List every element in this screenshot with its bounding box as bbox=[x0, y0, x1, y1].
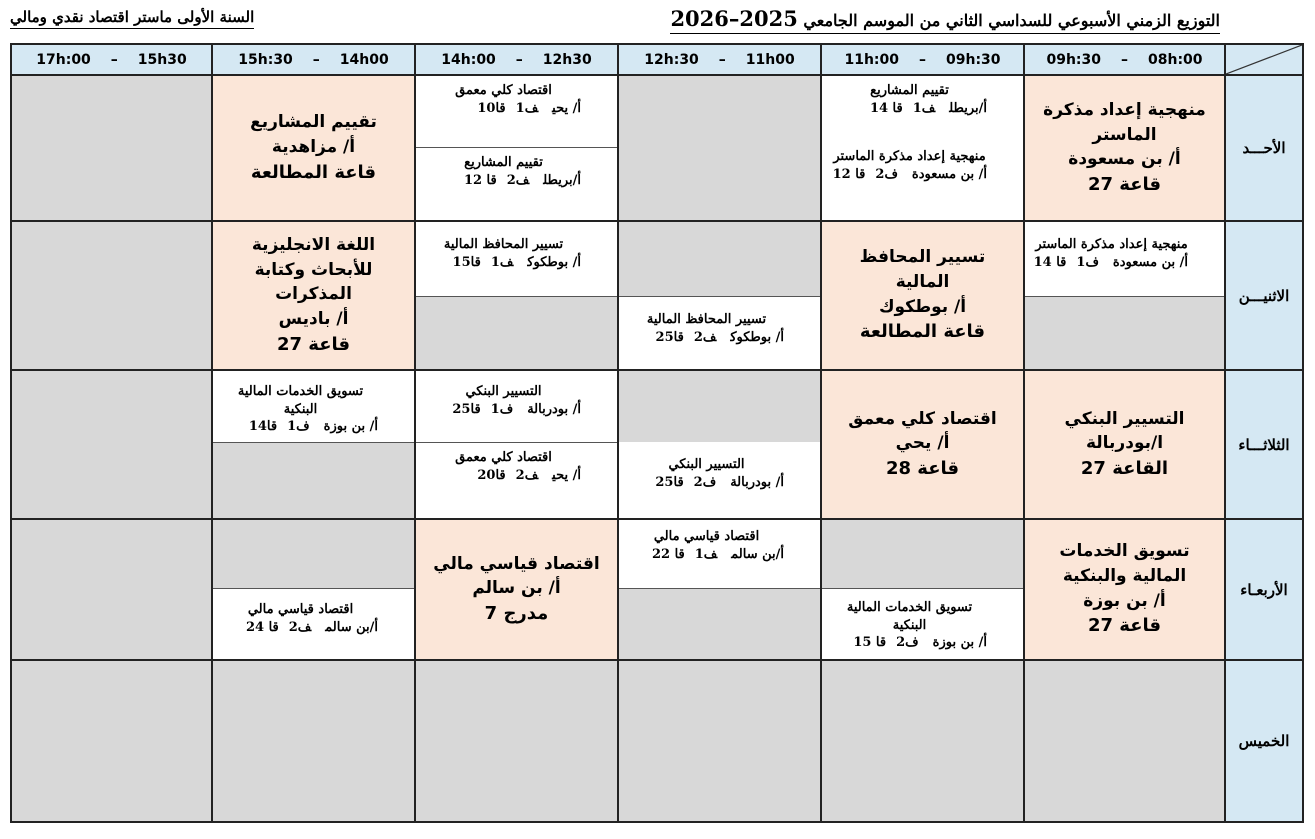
course-prof: أ/بن سالم bbox=[325, 619, 378, 635]
session-tue-4b bbox=[416, 442, 617, 518]
time-header-3: 12h:30 – 11h00 bbox=[619, 43, 822, 76]
course-room: قا 24 bbox=[245, 619, 279, 635]
course-prof: أ/ بودربالة bbox=[730, 474, 784, 490]
course-title: تقييم المشاريع bbox=[250, 112, 377, 133]
slot-sun-4 bbox=[416, 76, 619, 222]
session-tue-1 bbox=[1025, 371, 1226, 520]
course-title: تقييم المشاريع bbox=[464, 155, 543, 170]
day-monday: الاثنيـــن bbox=[1226, 222, 1304, 371]
course-room: قاعة 27 bbox=[1087, 173, 1162, 195]
slot-sun-6 bbox=[10, 76, 213, 222]
course-room: قا25 bbox=[452, 401, 481, 417]
slot-tue-3a bbox=[619, 371, 820, 442]
course-room: مدرج 7 bbox=[484, 603, 549, 625]
session-wed-4 bbox=[416, 520, 619, 661]
course-title: تسيير المحافظ المالية bbox=[443, 237, 564, 252]
course-room: قاعة 27 bbox=[276, 333, 351, 355]
course-group: ف1 bbox=[515, 100, 539, 116]
slot-wed-6 bbox=[10, 520, 213, 661]
course-prof: أ/بريطل bbox=[543, 172, 581, 188]
course-group: ف2 bbox=[288, 619, 312, 635]
course-title: التسيير البنكي bbox=[465, 384, 542, 399]
time-start: 11h00 bbox=[745, 51, 795, 68]
time-end: 14h:00 bbox=[441, 51, 496, 68]
course-title: تسيير المحافظ المالية bbox=[646, 312, 767, 327]
course-title: منهجية إعداد مذكرة الماستر bbox=[1043, 99, 1206, 145]
time-header-6: 17h:00 – 15h30 bbox=[10, 43, 213, 76]
time-end: 15h:30 bbox=[238, 51, 293, 68]
course-room: قا 12 bbox=[832, 166, 866, 182]
time-end: 09h:30 bbox=[1046, 51, 1101, 68]
course-room: قاعة المطالعة bbox=[250, 161, 377, 183]
course-group: ف1 bbox=[490, 401, 514, 417]
slot-thu-6 bbox=[10, 661, 213, 823]
session-tue-5a bbox=[213, 371, 414, 442]
slot-mon-4b bbox=[416, 296, 617, 369]
course-prof: أ/ بن بوزة bbox=[323, 419, 378, 435]
schedule-table bbox=[10, 43, 1304, 823]
course-group: ف2 bbox=[875, 166, 898, 182]
course-prof: أ/ يحي bbox=[552, 100, 581, 116]
course-prof: ا/بودربالة bbox=[1085, 433, 1164, 454]
session-mon-3b bbox=[619, 296, 820, 369]
session-sun-2a bbox=[822, 76, 1023, 142]
course-title: تسيير المحافظ المالية bbox=[859, 247, 986, 293]
time-start: 12h30 bbox=[542, 51, 592, 68]
slot-mon-4 bbox=[416, 222, 619, 371]
session-mon-4a bbox=[416, 222, 617, 296]
slot-thu-2 bbox=[822, 661, 1025, 823]
course-prof: أ/ باديس bbox=[278, 309, 349, 330]
course-title: تسويق الخدمات المالية والبنكية bbox=[1059, 541, 1190, 587]
course-room: قا10 bbox=[477, 100, 506, 116]
corner-cell bbox=[1226, 43, 1304, 76]
time-header-5: 15h:30 – 14h00 bbox=[213, 43, 416, 76]
session-tue-4a bbox=[416, 371, 617, 442]
course-room: القاعة 27 bbox=[1080, 458, 1169, 480]
course-title: اقتصاد كلي معمق bbox=[848, 408, 997, 429]
document-title bbox=[670, 6, 1220, 34]
session-wed-3a bbox=[619, 520, 820, 588]
course-room: قاعة المطالعة bbox=[859, 321, 986, 343]
day-thursday: الخميس bbox=[1226, 661, 1304, 823]
title-text: التوزيع الزمني الأسبوعي للسداسي الثاني من الموسم الجامعي bbox=[803, 11, 1220, 30]
time-start: 15h30 bbox=[137, 51, 187, 68]
course-room: قا20 bbox=[477, 467, 506, 483]
slot-wed-5a bbox=[213, 520, 414, 588]
course-title: التسيير البنكي bbox=[668, 457, 745, 472]
course-title: اقتصاد قياسي مالي bbox=[433, 553, 600, 574]
slot-wed-3b bbox=[619, 588, 820, 659]
time-header-1: 09h:30 – 08h:00 bbox=[1025, 43, 1226, 76]
course-title: اللغة الانجليزية للأبحاث وكتابة المذكرات bbox=[251, 235, 376, 305]
course-group: ف1 bbox=[912, 100, 936, 116]
slot-wed-5 bbox=[213, 520, 416, 661]
title-year: 2025–2026 bbox=[670, 6, 798, 31]
time-start: 14h00 bbox=[339, 51, 389, 68]
course-prof: أ/ بودربالة bbox=[527, 401, 581, 417]
day-tuesday: الثلاثـــاء bbox=[1226, 371, 1304, 520]
slot-mon-1b bbox=[1025, 296, 1224, 369]
course-prof: أ/ يحي bbox=[895, 433, 950, 454]
slot-sun-2 bbox=[822, 76, 1025, 222]
session-sun-1 bbox=[1025, 76, 1226, 222]
course-room: قا14 bbox=[248, 419, 278, 435]
session-mon-1a bbox=[1025, 222, 1224, 296]
course-prof: أ/ بن بوزة bbox=[1083, 590, 1166, 611]
session-tue-3b bbox=[619, 442, 820, 518]
course-prof: أ/بن سالم bbox=[731, 546, 784, 562]
course-group: ف2 bbox=[515, 467, 539, 483]
session-sun-4a bbox=[416, 76, 617, 147]
course-prof: أ/بريطل bbox=[949, 100, 987, 116]
course-prof: أ/ بوطكوك bbox=[730, 329, 784, 345]
course-room: قاعة 27 bbox=[1087, 615, 1162, 637]
time-header-2: 11h:00 – 09h:30 bbox=[822, 43, 1025, 76]
course-room: قاعة 28 bbox=[885, 458, 960, 480]
course-room: قا 12 bbox=[463, 172, 497, 188]
course-prof: أ/ بن سالم bbox=[472, 578, 561, 599]
course-title: منهجية إعداد مذكرة الماستر bbox=[1035, 237, 1188, 252]
session-sun-4b bbox=[416, 147, 617, 220]
slot-mon-1 bbox=[1025, 222, 1226, 371]
slot-mon-3a bbox=[619, 222, 820, 296]
course-group: ف1 bbox=[490, 254, 514, 270]
time-end: 17h:00 bbox=[36, 51, 91, 68]
slot-wed-2 bbox=[822, 520, 1025, 661]
course-title: تقييم المشاريع bbox=[870, 83, 949, 98]
slot-sun-3 bbox=[619, 76, 822, 222]
course-group: ف2 bbox=[693, 474, 717, 490]
session-sun-2b bbox=[822, 142, 1023, 220]
course-group: ف2 bbox=[896, 635, 919, 651]
session-mon-5 bbox=[213, 222, 416, 371]
course-prof: أ/ بن بوزة bbox=[932, 635, 987, 651]
course-group: ف2 bbox=[693, 329, 717, 345]
slot-mon-6 bbox=[10, 222, 213, 371]
course-room: قا 22 bbox=[651, 546, 685, 562]
time-end: 11h:00 bbox=[844, 51, 899, 68]
course-group: ف1 bbox=[694, 546, 718, 562]
course-title: اقتصاد قياسي مالي bbox=[247, 602, 354, 617]
course-group: ف1 bbox=[1076, 254, 1099, 270]
session-sun-5 bbox=[213, 76, 416, 222]
slot-wed-3 bbox=[619, 520, 822, 661]
slot-tue-4 bbox=[416, 371, 619, 520]
course-prof: أ/ يحي bbox=[552, 467, 581, 483]
slot-thu-4 bbox=[416, 661, 619, 823]
time-end: 12h:30 bbox=[644, 51, 699, 68]
course-prof: أ/ بوطكوك bbox=[878, 296, 967, 317]
course-room: قا 15 bbox=[853, 635, 887, 651]
course-room: قا25 bbox=[655, 474, 684, 490]
slot-tue-3 bbox=[619, 371, 822, 520]
course-prof: أ/ بن مسعودة bbox=[911, 166, 987, 182]
course-room: قا 14 bbox=[1033, 254, 1067, 270]
slot-tue-5 bbox=[213, 371, 416, 520]
course-group: ف2 bbox=[506, 172, 530, 188]
session-wed-2b bbox=[822, 588, 1023, 659]
course-prof: أ/ مزاهدية bbox=[271, 136, 356, 157]
session-wed-1 bbox=[1025, 520, 1226, 661]
slot-thu-1 bbox=[1025, 661, 1226, 823]
course-room: قا15 bbox=[452, 254, 481, 270]
course-title: اقتصاد كلي معمق bbox=[455, 450, 552, 465]
time-header-4: 14h:00 – 12h30 bbox=[416, 43, 619, 76]
session-wed-5b bbox=[213, 588, 414, 659]
course-room: قا25 bbox=[655, 329, 684, 345]
slot-thu-3 bbox=[619, 661, 822, 823]
day-sunday: الأحـــد bbox=[1226, 76, 1304, 222]
slot-wed-2a bbox=[822, 520, 1023, 588]
course-title: منهجية إعداد مذكرة الماستر bbox=[833, 149, 986, 164]
slot-tue-5b bbox=[213, 442, 414, 518]
course-title: اقتصاد قياسي مالي bbox=[653, 529, 760, 544]
course-group: ف1 bbox=[287, 419, 310, 435]
course-prof: أ/ بوطكوك bbox=[527, 254, 581, 270]
document-subtitle: السنة الأولى ماستر اقتصاد نقدي ومالي bbox=[10, 8, 254, 29]
time-start: 08h:00 bbox=[1148, 51, 1203, 68]
session-tue-2 bbox=[822, 371, 1025, 520]
time-start: 09h:30 bbox=[946, 51, 1001, 68]
course-prof: أ/ بن مسعودة bbox=[1068, 149, 1181, 170]
course-prof: أ/ بن مسعودة bbox=[1112, 254, 1188, 270]
slot-tue-6 bbox=[10, 371, 213, 520]
session-mon-2 bbox=[822, 222, 1025, 371]
course-title: التسيير البنكي bbox=[1064, 408, 1185, 429]
course-title: تسويق الخدمات المالية البنكية bbox=[846, 600, 973, 633]
course-title: اقتصاد كلي معمق bbox=[455, 83, 552, 98]
slot-thu-5 bbox=[213, 661, 416, 823]
course-title: تسويق الخدمات المالية البنكية bbox=[237, 384, 364, 417]
diagonal-line bbox=[1226, 45, 1302, 74]
slot-mon-3 bbox=[619, 222, 822, 371]
day-wednesday: الأربعـاء bbox=[1226, 520, 1304, 661]
course-room: قا 14 bbox=[869, 100, 903, 116]
